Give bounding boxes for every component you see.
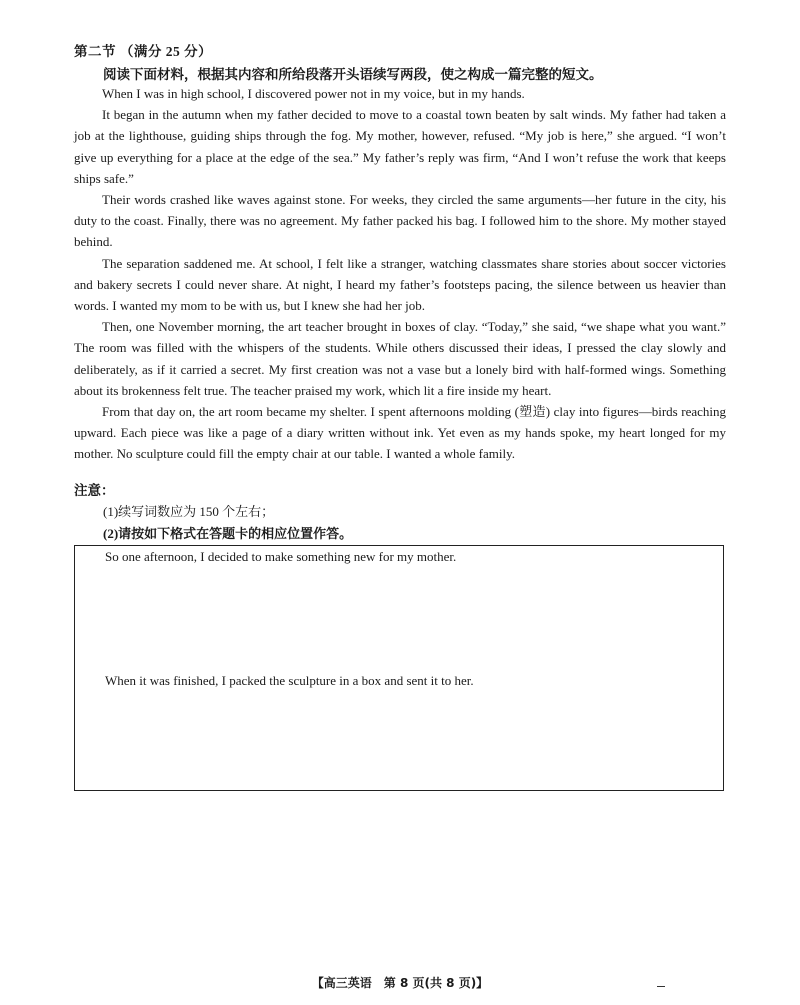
passage-paragraph: When I was in high school, I discovered power not in my voice, but in my hands. [102, 86, 525, 101]
passage-paragraph: It began in the autumn when my father decided to move to a coastal town beaten by salt winds. My father had taken a job at the lighthouse, guiding ships through the fog. My mother, however, refused. “My job is here,” she argued. “I won’t give up everything for a place at the edge of the sea.” My father’s reply was firm, “And I won’t refuse the work that keeps ships safe.” [74, 107, 726, 186]
passage-paragraph: Their words crashed like waves against stone. For weeks, they circled the same arguments—her future in the city, his duty to the coast. Finally, there was no agreement. My father packed his bag. I followed him to the shore. My mother stayed behind. [74, 192, 726, 250]
passage-paragraph: From that day on, the art room became my shelter. I spent afternoons molding (塑造) clay into figures—birds reaching upward. Each piece was like a page of a diary written without ink. Yet even as my hands spoke, my heart longed for my mother. No sculpture could fill the empty chair at our table. I wanted a whole family. [74, 404, 726, 462]
answer-box[interactable] [74, 545, 724, 791]
reading-passage [74, 83, 726, 465]
notes-title: 注意： [74, 483, 115, 498]
section-instruction: 阅读下面材料，根据其内容和所给段落开头语续写两段，使之构成一篇完整的短文。 [103, 67, 603, 82]
passage-paragraph: The separation saddened me. At school, I felt like a stranger, watching classmates share stories about soccer victories and bakery secrets I could never share. At night, I heard my father’s footsteps pacing, the silence between us heavier than words. I wanted my mom to be with us, but I knew she had her job. [74, 255, 726, 314]
footer-dash [657, 986, 665, 987]
section-title: 第二节 （满分 25 分） [74, 44, 213, 59]
paragraph-opening-1: So one afternoon, I decided to make something new for my mother. [105, 549, 457, 564]
note-item-format: (2)请按如下格式在答题卡的相应位置作答。 [103, 526, 353, 541]
page-footer: 【高三英语 第 8 页(共 8 页)】 [311, 976, 489, 990]
passage-paragraph: Then, one November morning, the art teacher brought in boxes of clay. “Today,” she said, “we shape what you want.” The room was filled with the whispers of the students. While others discussed their ideas, I pressed the clay slowly and deliberately, as if it carried a secret. My first creation was not a vase but a lonely bird with half-formed wings. Something about its brokenness felt true. The teacher praised my work, which lit a fire inside my heart. [74, 319, 726, 398]
paragraph-opening-2: When it was finished, I packed the sculpture in a box and sent it to her. [105, 673, 474, 688]
note-item-word-count: (1)续写词数应为 150 个左右； [103, 504, 275, 519]
